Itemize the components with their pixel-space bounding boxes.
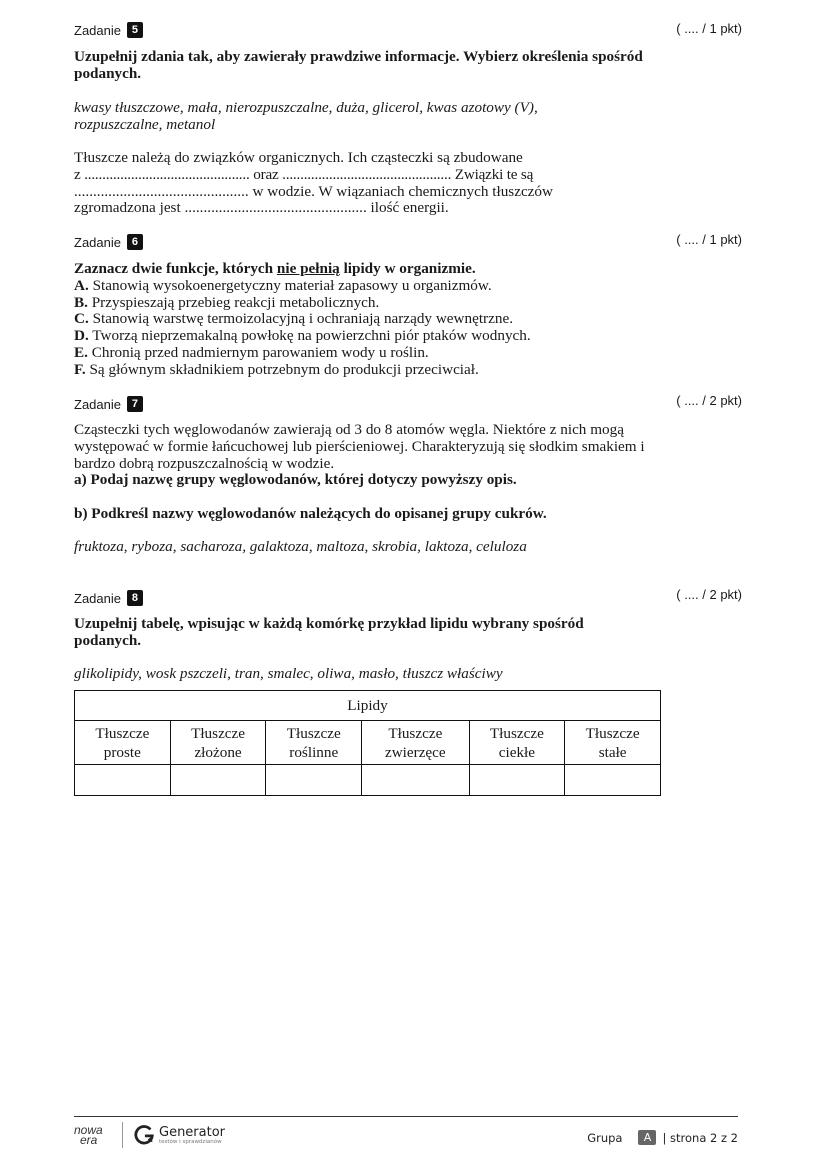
logo-separator: [122, 1122, 123, 1148]
task-7-header: [74, 396, 143, 412]
task-6-points: ( .... / 1 pkt): [676, 232, 742, 247]
group-badge: A: [638, 1130, 656, 1145]
task-8-points: ( .... / 2 pkt): [676, 587, 742, 602]
group-label: Grupa: [587, 1130, 623, 1145]
task-7-points: ( .... / 2 pkt): [676, 393, 742, 408]
task-label: Zadanie: [74, 234, 121, 250]
lipids-table: [74, 690, 661, 796]
answer-cell[interactable]: [565, 765, 661, 796]
task-6-body: [74, 261, 674, 379]
fill-line[interactable]: .............................................. w wodzie. W wiązaniach chemicznych tłuszczów: [74, 182, 553, 200]
footer-branding: [74, 1122, 225, 1148]
task-6-header: [74, 234, 143, 250]
answer-cell[interactable]: [170, 765, 266, 796]
task-number-badge: 7: [127, 396, 143, 412]
fill-line[interactable]: z .............................................. oraz ............................................... Związki te są: [74, 165, 534, 183]
footer-page-info: [587, 1130, 738, 1145]
nowa-era-logo: nowa era: [74, 1123, 103, 1147]
column-header: Tłuszcze proste: [75, 721, 171, 765]
column-header: Tłuszcze ciekłe: [469, 721, 565, 765]
column-header: Tłuszcze roślinne: [266, 721, 362, 765]
generator-logo-icon: [133, 1124, 155, 1146]
fill-line[interactable]: zgromadzona jest ................................................ ilość energii.: [74, 199, 449, 217]
answer-cell[interactable]: [266, 765, 362, 796]
page-number: | strona 2 z 2: [662, 1130, 738, 1145]
answer-cell[interactable]: [362, 765, 469, 796]
answer-cell[interactable]: [469, 765, 565, 796]
answer-option-a[interactable]: A. Stanowią wysokoenergetyczny materiał zapasowy u organizmów.: [74, 276, 492, 294]
answer-option-f[interactable]: F. Są głównym składnikiem potrzebnym do produkcji przeciwciał.: [74, 360, 479, 378]
column-header: Tłuszcze zwierzęce: [362, 721, 469, 765]
task-7-part-a: a) Podaj nazwę grupy węglowodanów, której dotyczy powyższy opis.: [74, 471, 517, 488]
task-7-options[interactable]: fruktoza, ryboza, sacharoza, galaktoza, maltoza, skrobia, laktoza, celuloza: [74, 538, 527, 555]
task-7-description: Cząsteczki tych węglowodanów zawierają od 3 do 8 atomów węgla. Niektóre z nich mogą występować w formie łańcuchowej lub pierścieniowej. Charakteryzują się słodkim smakiem i bardzo dobrą rozpuszczalnością w wodzie.: [74, 421, 645, 472]
task-number-badge: 6: [127, 234, 143, 250]
column-header: Tłuszcze stałe: [565, 721, 661, 765]
emphasis-not: nie pełnią: [276, 260, 340, 277]
task-5-instruction: Uzupełnij zdania tak, aby zawierały prawdziwe informacje. Wybierz określenia spośród podanych.: [74, 48, 643, 82]
answer-cell[interactable]: [75, 765, 171, 796]
task-number-badge: 8: [127, 590, 143, 606]
answer-option-d[interactable]: D. Tworzą nieprzemakalną powłokę na powierzchni piór ptaków wodnych.: [74, 327, 531, 345]
task-5-points: ( .... / 1 pkt): [676, 21, 742, 36]
table-row: [75, 765, 661, 796]
answer-option-b[interactable]: B. Przyspieszają przebieg reakcji metabolicznych.: [74, 293, 380, 311]
task-5-fill-text: [74, 150, 634, 217]
task-number-badge: 5: [127, 22, 143, 38]
task-8-instruction: Uzupełnij tabelę, wpisując w każdą komórkę przykład lipidu wybrany spośród podanych.: [74, 615, 584, 649]
task-label: Zadanie: [74, 590, 121, 606]
table-header-lipidy: Lipidy: [75, 691, 661, 721]
task-7-part-b: b) Podkreśl nazwy węglowodanów należących do opisanej grupy cukrów.: [74, 505, 547, 522]
generator-logo-text: Generator testów i sprawdzianów: [159, 1124, 226, 1145]
task-5-header: [74, 22, 143, 38]
answer-option-c[interactable]: C. Stanowią warstwę termoizolacyjną i ochraniają narządy wewnętrzne.: [74, 310, 513, 328]
footer-divider: [74, 1116, 738, 1117]
fill-line: Tłuszcze należą do związków organicznych. Ich cząsteczki są zbudowane: [74, 149, 523, 166]
task-5-options: kwasy tłuszczowe, mała, nierozpuszczalne, duża, glicerol, kwas azotowy (V), rozpuszczalne, metanol: [74, 99, 538, 133]
task-8-options: glikolipidy, wosk pszczeli, tran, smalec, oliwa, masło, tłuszcz właściwy: [74, 665, 503, 682]
column-header: Tłuszcze złożone: [170, 721, 266, 765]
answer-option-e[interactable]: E. Chronią przed nadmiernym parowaniem wody u roślin.: [74, 343, 429, 361]
task-label: Zadanie: [74, 22, 121, 38]
task-label: Zadanie: [74, 396, 121, 412]
table-row: [75, 721, 661, 765]
task-6-instruction: Zaznacz dwie funkcje, których nie pełnią lipidy w organizmie.: [74, 260, 476, 277]
task-8-header: [74, 590, 143, 606]
